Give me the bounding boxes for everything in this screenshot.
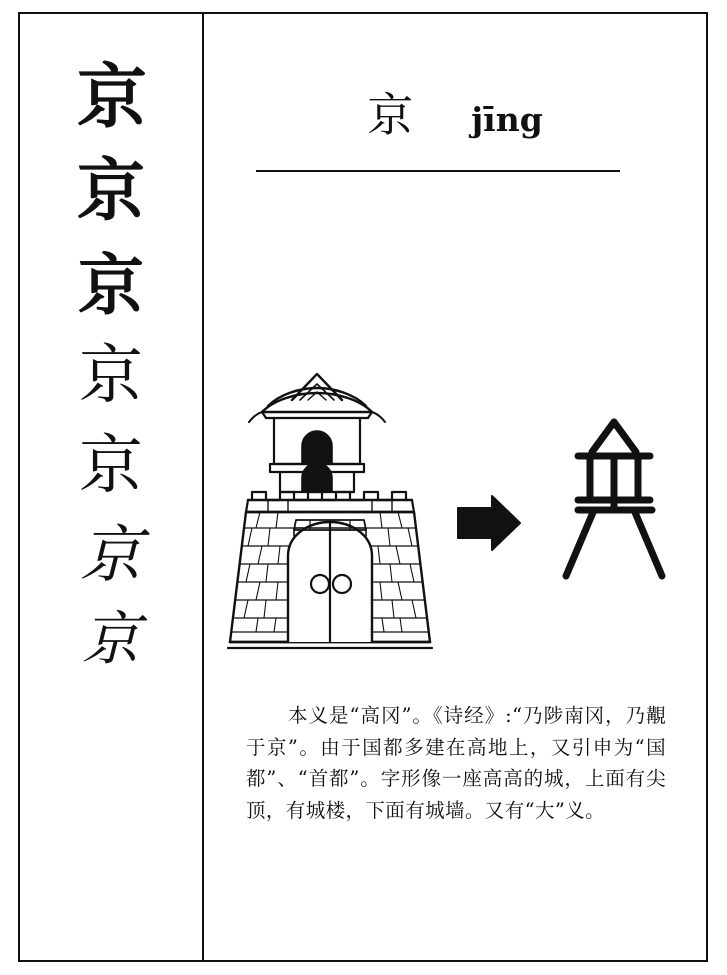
- script-form-cursive: 京: [81, 605, 140, 673]
- script-form-bronze: 京: [76, 152, 145, 231]
- tower-balcony-icon: [280, 463, 354, 492]
- script-form-running: 京: [79, 518, 142, 591]
- header-rule: [256, 170, 620, 172]
- tower-roof-icon: [249, 374, 385, 422]
- illustration: [222, 360, 692, 660]
- definition-text: 本义是“高冈”。《诗经》:“乃陟南冈，乃覯于京”。由于国都多建在高地上，又引申为“国都”、“首都”。字形像一座高高的城，上面有尖顶，有城楼，下面有城墙。又有“大”义。: [246, 704, 666, 822]
- derived-glyph-icon: [566, 422, 662, 576]
- script-form-clerical: 京: [79, 339, 143, 413]
- pinyin-label: jīng: [471, 100, 543, 139]
- script-form-regular: 京: [79, 429, 143, 503]
- entry-column: [204, 14, 706, 960]
- headword-row: [204, 88, 706, 142]
- arrow-right-icon: [458, 496, 520, 550]
- script-form-oracle-bone: 京: [77, 56, 145, 138]
- script-evolution-column: [20, 14, 202, 960]
- page-title: 京: [367, 88, 414, 142]
- script-form-seal: 京: [78, 246, 144, 324]
- gate-door-icon: [288, 520, 372, 642]
- battlement-icon: [246, 492, 414, 512]
